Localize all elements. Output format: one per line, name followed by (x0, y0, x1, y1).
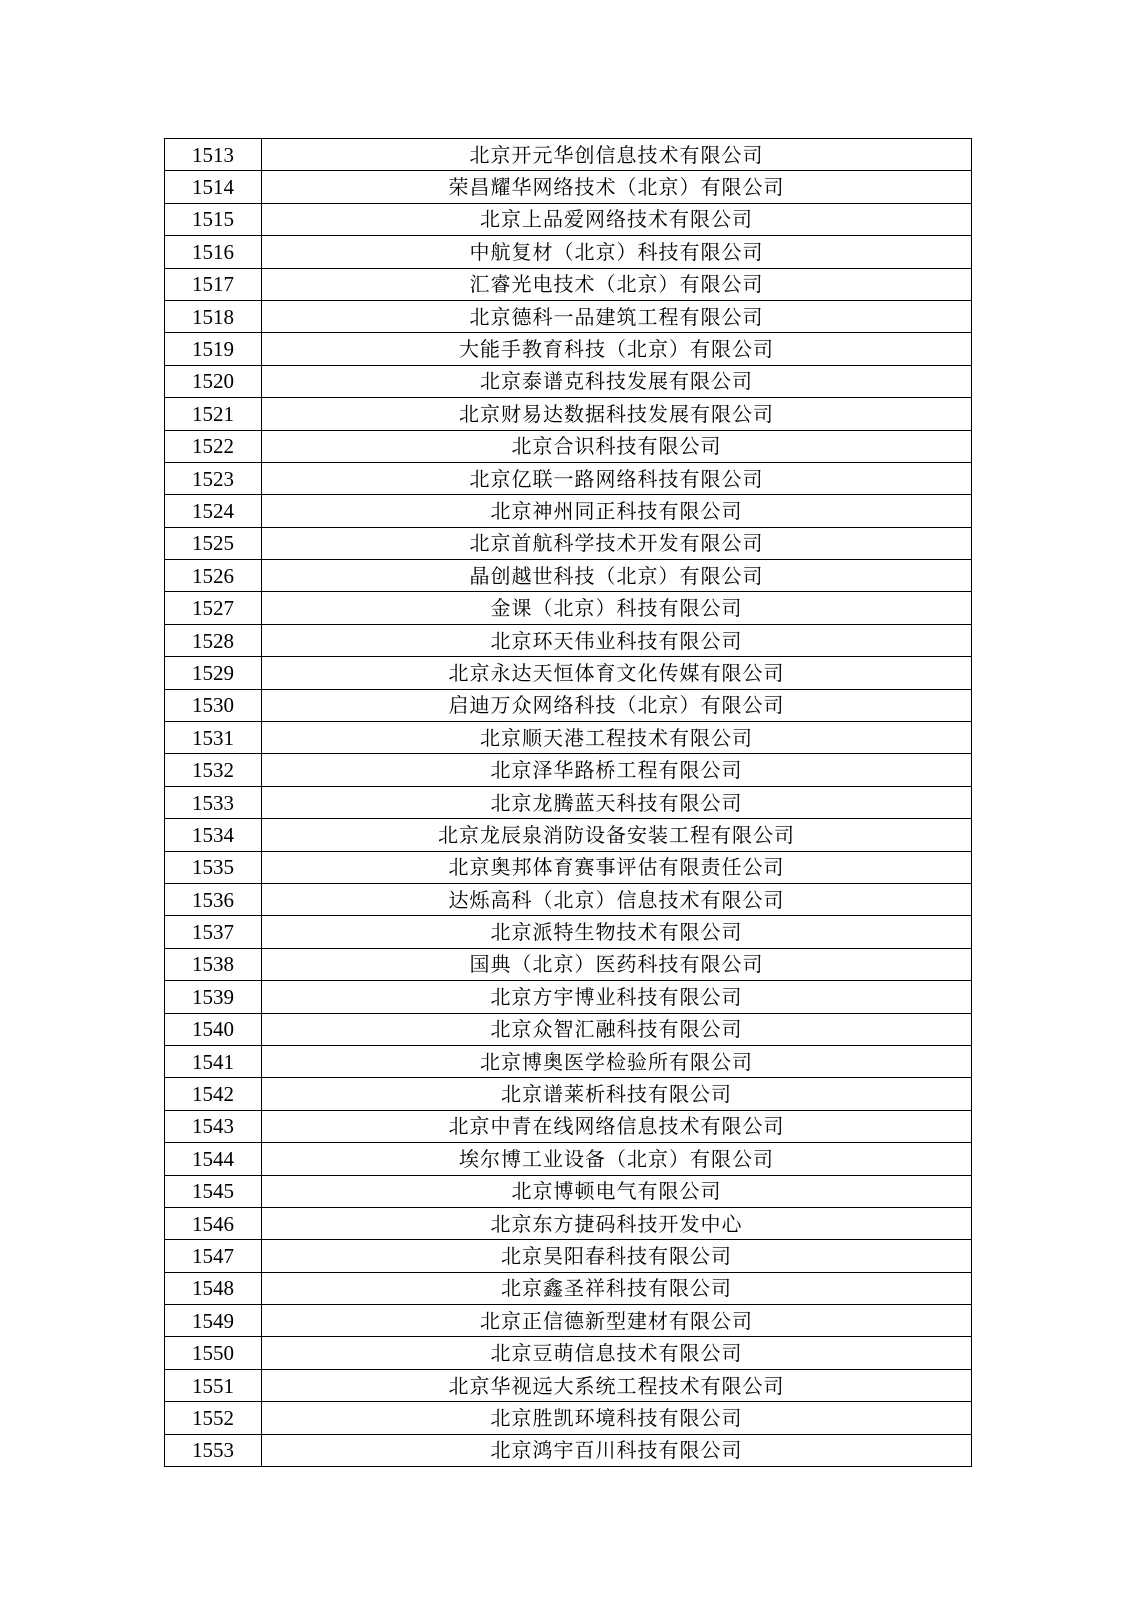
company-name-cell: 北京鸿宇百川科技有限公司 (262, 1434, 972, 1466)
company-name-cell: 北京开元华创信息技术有限公司 (262, 139, 972, 171)
company-name-cell: 北京永达天恒体育文化传媒有限公司 (262, 657, 972, 689)
company-name-cell: 大能手教育科技（北京）有限公司 (262, 333, 972, 365)
company-name-cell: 北京鑫圣祥科技有限公司 (262, 1272, 972, 1304)
company-name-cell: 北京奥邦体育赛事评估有限责任公司 (262, 851, 972, 883)
company-name-cell: 北京派特生物技术有限公司 (262, 916, 972, 948)
row-number-cell: 1547 (165, 1240, 262, 1272)
company-name-cell: 北京上品爱网络技术有限公司 (262, 203, 972, 235)
table-row (165, 1143, 972, 1175)
table-row (165, 1110, 972, 1142)
table-row (165, 981, 972, 1013)
table-row (165, 1240, 972, 1272)
table-row (165, 268, 972, 300)
table-row (165, 560, 972, 592)
row-number-cell: 1518 (165, 300, 262, 332)
company-name-cell: 启迪万众网络科技（北京）有限公司 (262, 689, 972, 721)
table-row (165, 948, 972, 980)
table-row (165, 819, 972, 851)
table-row (165, 398, 972, 430)
table-row (165, 1305, 972, 1337)
row-number-cell: 1537 (165, 916, 262, 948)
company-name-cell: 北京华视远大系统工程技术有限公司 (262, 1369, 972, 1401)
row-number-cell: 1531 (165, 722, 262, 754)
company-name-cell: 北京合识科技有限公司 (262, 430, 972, 462)
company-name-cell: 北京中青在线网络信息技术有限公司 (262, 1110, 972, 1142)
table-row (165, 722, 972, 754)
table-row (165, 300, 972, 332)
table-row (165, 139, 972, 171)
row-number-cell: 1521 (165, 398, 262, 430)
row-number-cell: 1541 (165, 1045, 262, 1077)
company-name-cell: 北京博顿电气有限公司 (262, 1175, 972, 1207)
company-name-cell: 汇睿光电技术（北京）有限公司 (262, 268, 972, 300)
company-name-cell: 北京泽华路桥工程有限公司 (262, 754, 972, 786)
company-name-cell: 北京众智汇融科技有限公司 (262, 1013, 972, 1045)
row-number-cell: 1527 (165, 592, 262, 624)
row-number-cell: 1548 (165, 1272, 262, 1304)
company-name-cell: 金课（北京）科技有限公司 (262, 592, 972, 624)
row-number-cell: 1539 (165, 981, 262, 1013)
row-number-cell: 1524 (165, 495, 262, 527)
table-row (165, 689, 972, 721)
company-name-cell: 北京神州同正科技有限公司 (262, 495, 972, 527)
row-number-cell: 1529 (165, 657, 262, 689)
row-number-cell: 1536 (165, 883, 262, 915)
table-row (165, 1078, 972, 1110)
company-name-cell: 北京方宇博业科技有限公司 (262, 981, 972, 1013)
company-name-cell: 荣昌耀华网络技术（北京）有限公司 (262, 171, 972, 203)
row-number-cell: 1535 (165, 851, 262, 883)
row-number-cell: 1543 (165, 1110, 262, 1142)
row-number-cell: 1522 (165, 430, 262, 462)
company-name-cell: 北京首航科学技术开发有限公司 (262, 527, 972, 559)
table-row (165, 657, 972, 689)
company-name-cell: 北京财易达数据科技发展有限公司 (262, 398, 972, 430)
company-name-cell: 北京龙辰泉消防设备安装工程有限公司 (262, 819, 972, 851)
row-number-cell: 1513 (165, 139, 262, 171)
company-name-cell: 北京东方捷码科技开发中心 (262, 1207, 972, 1239)
table-row (165, 624, 972, 656)
row-number-cell: 1514 (165, 171, 262, 203)
row-number-cell: 1538 (165, 948, 262, 980)
row-number-cell: 1546 (165, 1207, 262, 1239)
table-row (165, 462, 972, 494)
table-row (165, 527, 972, 559)
table-row (165, 916, 972, 948)
table-row (165, 1272, 972, 1304)
row-number-cell: 1528 (165, 624, 262, 656)
company-name-cell: 北京龙腾蓝天科技有限公司 (262, 786, 972, 818)
row-number-cell: 1520 (165, 365, 262, 397)
table-row (165, 1337, 972, 1369)
table-row (165, 1013, 972, 1045)
company-name-cell: 北京德科一品建筑工程有限公司 (262, 300, 972, 332)
company-name-cell: 北京正信德新型建材有限公司 (262, 1305, 972, 1337)
company-name-cell: 北京环天伟业科技有限公司 (262, 624, 972, 656)
company-name-cell: 晶创越世科技（北京）有限公司 (262, 560, 972, 592)
table-row (165, 333, 972, 365)
row-number-cell: 1517 (165, 268, 262, 300)
row-number-cell: 1540 (165, 1013, 262, 1045)
row-number-cell: 1530 (165, 689, 262, 721)
table-row (165, 592, 972, 624)
row-number-cell: 1516 (165, 236, 262, 268)
company-name-cell: 中航复材（北京）科技有限公司 (262, 236, 972, 268)
company-name-cell: 北京泰谱克科技发展有限公司 (262, 365, 972, 397)
company-name-cell: 北京博奥医学检验所有限公司 (262, 1045, 972, 1077)
company-name-cell: 北京亿联一路网络科技有限公司 (262, 462, 972, 494)
row-number-cell: 1526 (165, 560, 262, 592)
table-row (165, 171, 972, 203)
company-name-cell: 达烁高科（北京）信息技术有限公司 (262, 883, 972, 915)
company-list-table (164, 138, 972, 1467)
company-name-cell: 北京谱莱析科技有限公司 (262, 1078, 972, 1110)
table-row (165, 883, 972, 915)
row-number-cell: 1549 (165, 1305, 262, 1337)
table-row (165, 365, 972, 397)
table-row (165, 754, 972, 786)
company-name-cell: 北京昊阳春科技有限公司 (262, 1240, 972, 1272)
table-row (165, 1175, 972, 1207)
table-row (165, 1369, 972, 1401)
table-row (165, 203, 972, 235)
row-number-cell: 1515 (165, 203, 262, 235)
company-name-cell: 北京胜凯环境科技有限公司 (262, 1402, 972, 1434)
table-row (165, 1045, 972, 1077)
table-row (165, 786, 972, 818)
company-name-cell: 埃尔博工业设备（北京）有限公司 (262, 1143, 972, 1175)
row-number-cell: 1550 (165, 1337, 262, 1369)
row-number-cell: 1532 (165, 754, 262, 786)
row-number-cell: 1523 (165, 462, 262, 494)
table-row (165, 495, 972, 527)
row-number-cell: 1544 (165, 1143, 262, 1175)
row-number-cell: 1534 (165, 819, 262, 851)
company-name-cell: 北京豆萌信息技术有限公司 (262, 1337, 972, 1369)
table-row (165, 236, 972, 268)
row-number-cell: 1551 (165, 1369, 262, 1401)
table-row (165, 430, 972, 462)
company-name-cell: 国典（北京）医药科技有限公司 (262, 948, 972, 980)
row-number-cell: 1542 (165, 1078, 262, 1110)
row-number-cell: 1533 (165, 786, 262, 818)
table-row (165, 1434, 972, 1466)
row-number-cell: 1525 (165, 527, 262, 559)
table-body (165, 139, 972, 1467)
table-row (165, 1207, 972, 1239)
row-number-cell: 1553 (165, 1434, 262, 1466)
table-row (165, 851, 972, 883)
row-number-cell: 1519 (165, 333, 262, 365)
company-name-cell: 北京顺天港工程技术有限公司 (262, 722, 972, 754)
row-number-cell: 1545 (165, 1175, 262, 1207)
row-number-cell: 1552 (165, 1402, 262, 1434)
table-row (165, 1402, 972, 1434)
